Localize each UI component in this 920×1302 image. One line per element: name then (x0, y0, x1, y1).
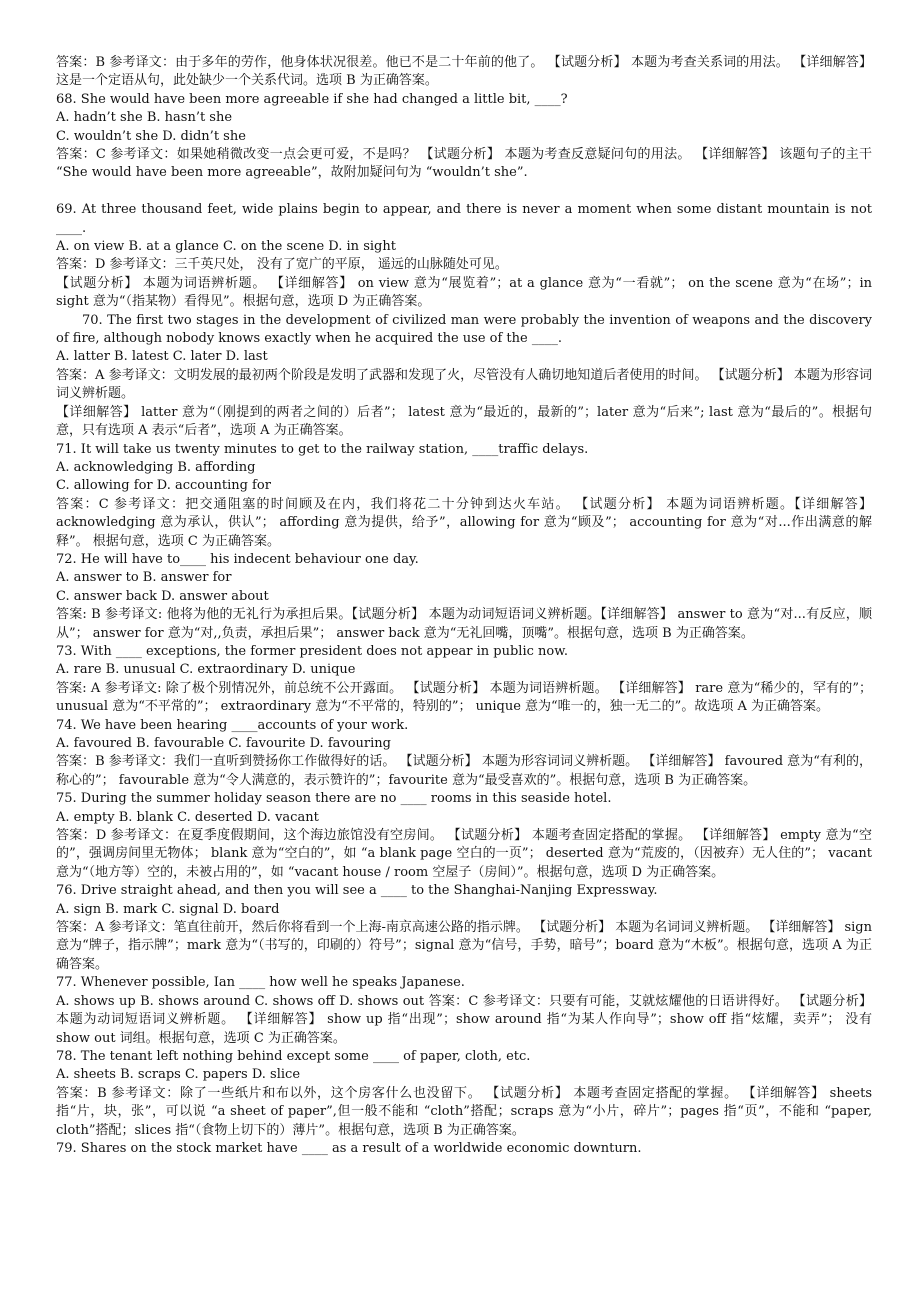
paragraph: 答案：A 参考译文：笔直往前开，然后你将看到一个上海-南京高速公路的指示牌。 【试题分析】 本题为名词词义辨析题。 【详细解答】 sign 意为“牌子，指示牌”；mark 意为“（书写的，印刷的）符号”；signal 意为“信号，手势，暗号”；board 意为“木板”。根据句意，选项 A 为正确答案。 (56, 920, 872, 972)
paragraph: C. answer back D. answer about (56, 588, 269, 604)
paragraph: 答案：B 参考译文：由于多年的劳作，他身体状况很差。他已不是二十年前的他了。 【试题分析】 本题为考查关系词的用法。 【详细解答】 这是一个定语从句，此处缺少一个关系代词。选项 B 为正确答案。 (56, 55, 872, 89)
paragraph: A. hadn’t she B. hasn’t she (56, 110, 233, 126)
paragraph: 70. The first two stages in the development of civilized man were probably the invention of weapons and the discovery of fire, although nobody knows exactly when he acquired the use of the ____. (56, 312, 872, 347)
paragraph: 71. It will take us twenty minutes to get to the railway station, ____traffic delays. (56, 441, 589, 457)
paragraph: A. sign B. mark C. signal D. board (56, 901, 280, 917)
paragraph: A. sheets B. scraps C. papers D. slice (56, 1067, 301, 1083)
paragraph: 答案：B 参考译文：我们一直听到赞扬你工作做得好的话。 【试题分析】 本题为形容词词义辨析题。 【详细解答】 favoured 意为“有利的，称心的”； favourable 意为“令人满意的，表示赞许的”；favourite 意为“最受喜欢的”。根据句意，选项 B 为正确答案。 (56, 754, 872, 788)
paragraph: 答案：D 参考译文：三千英尺处， 没有了宽广的平原， 遥远的山脉随处可见。 (56, 257, 508, 273)
paragraph: A. shows up B. shows around C. shows off D. shows out 答案：C 参考译文：只要有可能，艾就炫耀他的日语讲得好。 【试题分析】 本题为动词短语词义辨析题。 【详细解答】 show up 指“出现”；show around 指“为某人作向导”；show off 指“炫耀，卖弄”； 没有 show out 词组。根据句意，选项 C 为正确答案。 (56, 993, 872, 1046)
document-page (56, 54, 872, 1158)
paragraph: 答案：A 参考译文：文明发展的最初两个阶段是发明了武器和发现了火，尽管没有人确切地知道后者使用的时间。 【试题分析】 本题为形容词词义辨析题。 (56, 367, 872, 402)
paragraph: A. latter B. latest C. later D. last (56, 349, 268, 365)
paragraph: 74. We have been hearing ____accounts of your work. (56, 717, 409, 733)
paragraph: 【详细解答】 latter 意为“（刚提到的两者之间的）后者”； latest 意为“最近的，最新的”；later 意为“后来”; last 意为“最后的”。根据句意，只有选项 A 表示“后者”，选项 A 为正确答案。 (56, 404, 872, 439)
paragraph: A. on view B. at a glance C. on the scene D. in sight (56, 239, 396, 255)
paragraph: 73. With ____ exceptions, the former president does not appear in public now. (56, 643, 568, 659)
paragraph: A. answer to B. answer for (56, 570, 232, 586)
paragraph: 78. The tenant left nothing behind except some ____ of paper, cloth, etc. (56, 1048, 531, 1064)
paragraph: 72. He will have to____ his indecent behaviour one day. (56, 551, 419, 567)
paragraph: 答案: A 参考译文: 除了极个别情况外，前总统不公开露面。 【试题分析】 本题为词语辨析题。 【详细解答】 rare 意为“稀少的，罕有的”； unusual 意为“不平常的”； extraordinary 意为“不平常的，特别的”； unique 意为“唯一的，独一无二的”。故选项 A 为正确答案。 (56, 680, 872, 715)
paragraph: 答案：D 参考译文：在夏季度假期间，这个海边旅馆没有空房间。 【试题分析】 本题考查固定搭配的掌握。 【详细解答】 empty 意为“空的”，强调房间里无物体； blank 意为“空白的”，如 “a blank page 空白的一页”； deserted 意为“荒废的，（因被弃）无人住的”； vacant 意为“（地方等）空的，未被占用的”，如 “vacant house / room 空屋子（房间）”。根据句意，选项 D 为正确答案。 (56, 828, 872, 880)
paragraph: A. favoured B. favourable C. favourite D. favouring (56, 736, 391, 752)
paragraph: 68. She would have been more agreeable if she had changed a little bit, ____? (56, 91, 568, 107)
paragraph: 77. Whenever possible, Ian ____ how well he speaks Japanese. (56, 975, 465, 991)
paragraph: 答案：C 参考译文：如果她稍微改变一点会更可爱，不是吗？ 【试题分析】 本题为考查反意疑问句的用法。 【详细解答】 该题句子的主干 “She would have been more agreeable”，故附加疑问句为 “wouldn’t she”. (56, 147, 872, 181)
paragraph: 75. During the summer holiday season there are no ____ rooms in this seaside hotel. (56, 791, 612, 807)
paragraph: A. rare B. unusual C. extraordinary D. unique (56, 662, 356, 678)
paragraph: 答案: B 参考译文: 他将为他的无礼行为承担后果。【试题分析】 本题为动词短语词义辨析题。【详细解答】 answer to 意为“对...有反应，顺从”； answer for 意为“对,,负责，承担后果”； answer back 意为“无礼回嘴，顶嘴”。根据句意，选项 B 为正确答案。 (56, 607, 872, 641)
paragraph: 【试题分析】 本题为词语辨析题。 【详细解答】 on view 意为“展览着”；at a glance 意为“一看就”； on the scene 意为“在场”；in sight 意为“（指某物）看得见”。根据句意，选项 D 为正确答案。 (56, 275, 872, 310)
paragraph: 答案：B 参考译文：除了一些纸片和布以外，这个房客什么也没留下。 【试题分析】 本题考查固定搭配的掌握。 【详细解答】 sheets 指“片，块，张”，可以说 “a sheet of paper”,但一般不能和 “cloth”搭配；scraps 意为“小片，碎片”；pages 指“页”，不能和 “paper, cloth”搭配；slices 指“（食物上切下的）薄片”。根据句意，选项 B 为正确答案。 (56, 1085, 872, 1138)
paragraph: C. wouldn’t she D. didn’t she (56, 128, 246, 144)
paragraph: A. acknowledging B. affording (56, 459, 256, 475)
paragraph: 76. Drive straight ahead, and then you will see a ____ to the Shanghai-Nanjing Expressway. (56, 883, 658, 899)
paragraph: A. empty B. blank C. deserted D. vacant (56, 809, 319, 825)
paragraph: C. allowing for D. accounting for (56, 478, 271, 494)
paragraph: 79. Shares on the stock market have ____ as a result of a worldwide economic downturn. (56, 1140, 642, 1156)
paragraph: 69. At three thousand feet, wide plains begin to appear, and there is never a moment when some distant mountain is not ____. (56, 202, 872, 236)
paragraph: 答案：C 参考译文：把交通阻塞的时间顾及在内，我们将花二十分钟到达火车站。 【试题分析】 本题为词语辨析题。【详细解答】 acknowledging 意为承认，供认”； affording 意为提供，给予”，allowing for 意为“顾及”； accounting for 意为“对...作出满意的解释”。 根据句意，选项 C 为正确答案。 (56, 496, 872, 549)
